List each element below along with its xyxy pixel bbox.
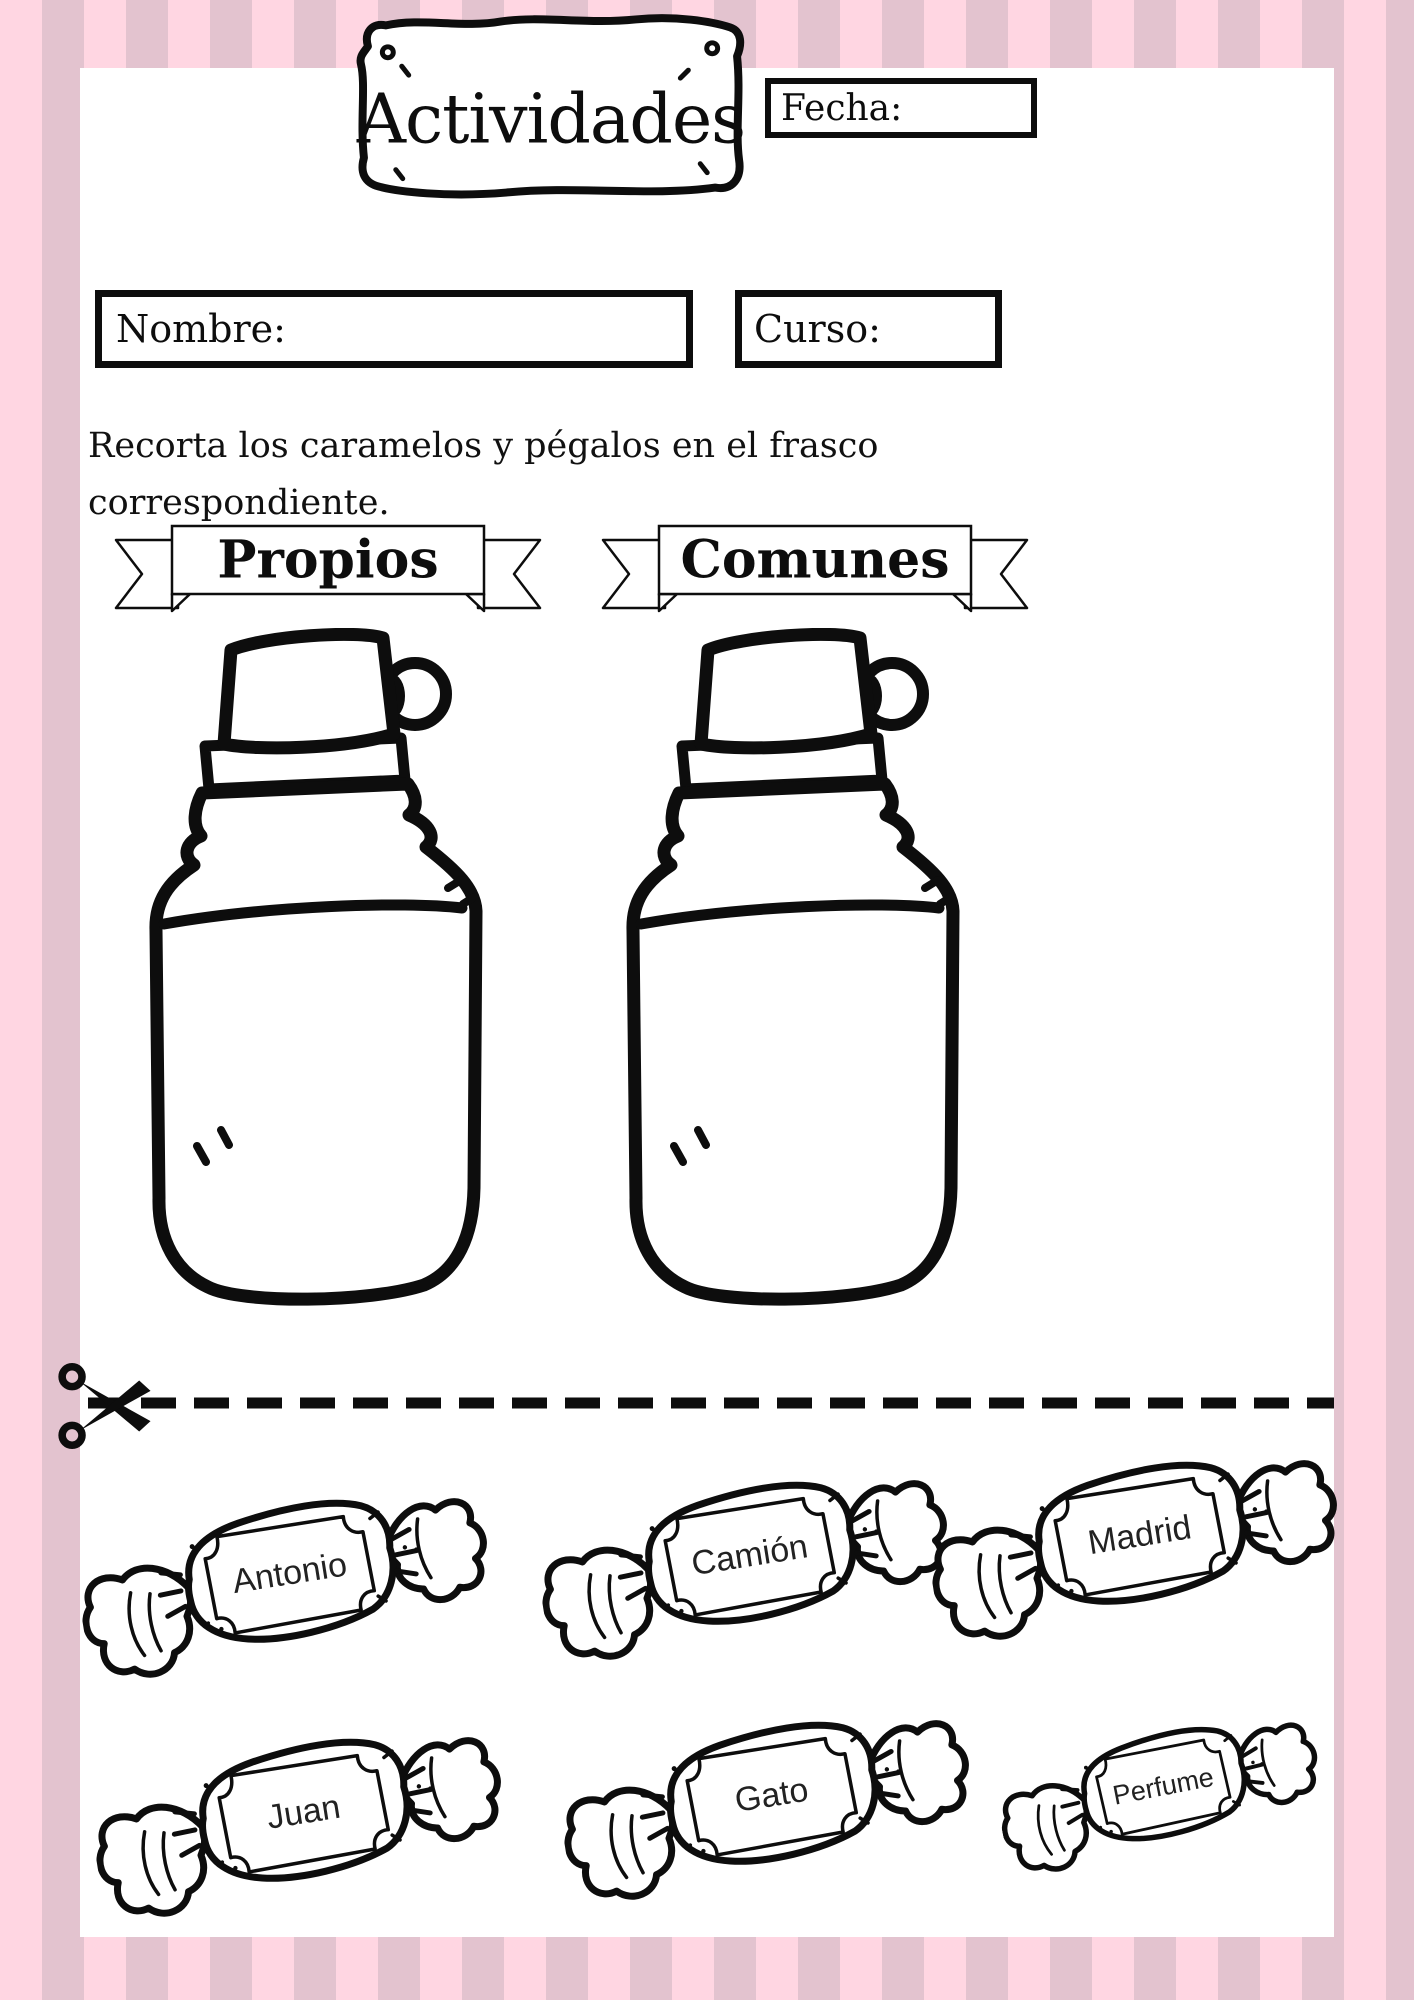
scissors-icon <box>56 1361 160 1451</box>
dashed-cut-line <box>88 1396 1334 1410</box>
candy-label: Antonio <box>229 1545 350 1602</box>
jar-icon <box>622 628 962 1373</box>
nombre-field[interactable] <box>95 290 693 368</box>
candy-label: Madrid <box>1085 1508 1194 1563</box>
jar-icon <box>145 628 485 1373</box>
banner-propios <box>108 524 548 616</box>
title-sign <box>352 12 750 202</box>
candy-label: Camión <box>688 1527 811 1584</box>
fecha-field[interactable] <box>765 78 1037 138</box>
banner-propios-label: Propios <box>217 529 439 591</box>
instructions-text: Recorta los caramelos y pégalos en el frasco correspondiente. <box>88 426 879 523</box>
fecha-label: Fecha: <box>781 87 903 129</box>
nombre-label: Nombre: <box>116 307 286 351</box>
curso-label: Curso: <box>754 307 881 351</box>
candy-label: Juan <box>264 1788 344 1838</box>
banner-comunes <box>595 524 1035 616</box>
candy-label: Gato <box>732 1771 812 1821</box>
candy-label: Perfume <box>1110 1761 1217 1811</box>
jar-propios <box>145 628 485 1373</box>
curso-field[interactable] <box>735 290 1002 368</box>
jar-comunes <box>622 628 962 1373</box>
banner-comunes-label: Comunes <box>680 529 950 591</box>
page-title: Actividades <box>356 80 746 160</box>
